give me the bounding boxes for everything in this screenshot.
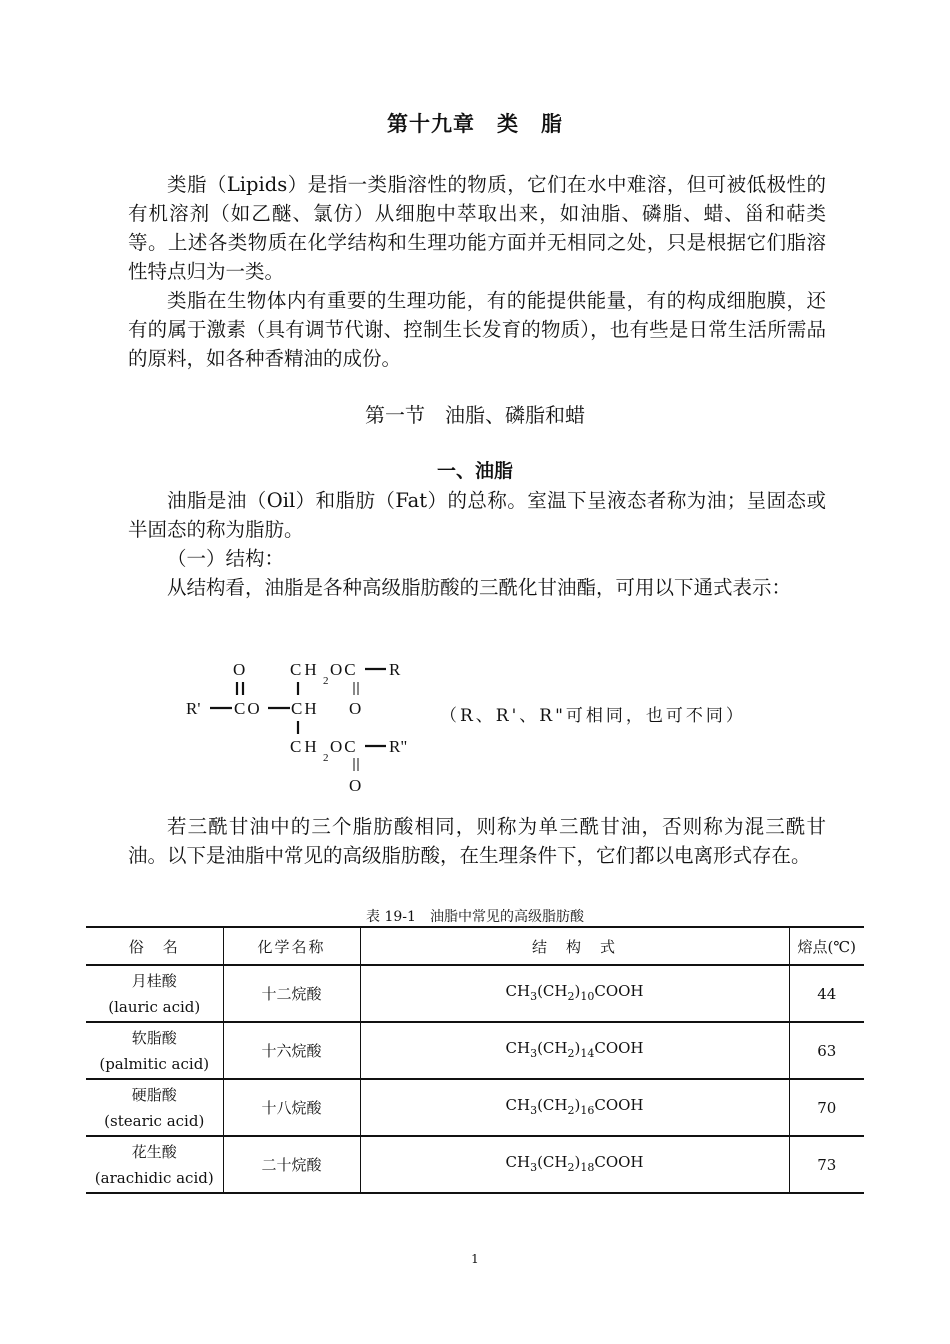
formula-part: CH bbox=[505, 1038, 531, 1057]
formula-r-top: R bbox=[389, 660, 401, 679]
formula-part: ) bbox=[574, 981, 581, 1000]
formula-subscript: 3 bbox=[530, 1160, 538, 1174]
table-row bbox=[86, 1079, 864, 1136]
formula-note: （R、R'、R"可相同，也可不同） bbox=[440, 706, 746, 726]
formula-part: (CH bbox=[537, 981, 568, 1000]
formula-part: COOH bbox=[594, 1152, 644, 1171]
formula-part: (CH bbox=[537, 1152, 568, 1171]
melting-point-cell: 44 bbox=[789, 965, 864, 1022]
common-name-cell bbox=[86, 965, 223, 1022]
formula-subscript: 2 bbox=[567, 1160, 575, 1174]
chapter-title: 第十九章 类 脂 bbox=[387, 112, 563, 136]
formula-ch2-bottom: CH bbox=[290, 737, 320, 756]
header-structure: 结 构 式 bbox=[360, 927, 789, 965]
formula-part: (CH bbox=[537, 1095, 568, 1114]
header-systematic-name: 化学名称 bbox=[223, 927, 360, 965]
systematic-name-cell: 十六烷酸 bbox=[223, 1022, 360, 1079]
common-name-cell bbox=[86, 1079, 223, 1136]
formula-part: CH bbox=[505, 1095, 531, 1114]
common-name-en: (stearic acid) bbox=[104, 1111, 205, 1130]
common-name-cn: 月桂酸 bbox=[131, 971, 177, 990]
subsection-title: 一、油脂 bbox=[436, 460, 513, 482]
table-row bbox=[86, 1136, 864, 1193]
melting-point-cell: 73 bbox=[789, 1136, 864, 1193]
structure-formula-cell bbox=[360, 1079, 789, 1136]
common-name-en: (lauric acid) bbox=[108, 997, 201, 1016]
formula-subscript: 2 bbox=[567, 989, 575, 1003]
formula-ch2-bottom-subscript: 2 bbox=[323, 752, 329, 764]
formula-ch-middle: CH bbox=[291, 699, 319, 718]
formula-subscript: 14 bbox=[580, 1046, 595, 1060]
structure-paragraph: 从结构看，油脂是各种高级脂肪酸的三酰化甘油酯，可用以下通式表示： bbox=[167, 576, 792, 599]
melting-point-cell: 63 bbox=[789, 1022, 864, 1079]
systematic-name-cell: 十二烷酸 bbox=[223, 965, 360, 1022]
formula-part: ) bbox=[574, 1152, 581, 1171]
formula-subscript: 10 bbox=[580, 989, 595, 1003]
fatty-acids-table bbox=[86, 926, 864, 1194]
formula-subscript: 3 bbox=[530, 1046, 538, 1060]
structure-formula-cell bbox=[360, 965, 789, 1022]
formula-part: ) bbox=[574, 1038, 581, 1057]
intro-paragraph-1: 类脂（Lipids）是指一类脂溶性的物质，它们在水中难溶，但可被低极性的有机溶剂（如乙醚、氯仿）从细胞中萃取出来，如油脂、磷脂、蜡、甾和萜类等。上述各类物质在化学结构和生理功能方面并无相同之处，只是根据它们脂溶性特点归为一类。 bbox=[128, 173, 826, 283]
formula-r-double-prime: R" bbox=[389, 737, 408, 756]
common-name-cn: 硬脂酸 bbox=[131, 1085, 177, 1104]
formula-subscript: 18 bbox=[580, 1160, 595, 1174]
common-name-cell bbox=[86, 1022, 223, 1079]
common-name-cn: 软脂酸 bbox=[131, 1028, 177, 1047]
formula-subscript: 2 bbox=[567, 1046, 575, 1060]
formula-part: COOH bbox=[594, 1095, 644, 1114]
table-caption: 表 19-1 油脂中常见的高级脂肪酸 bbox=[366, 909, 584, 925]
formula-part: ) bbox=[574, 1095, 581, 1114]
formula-ch2-top-subscript: 2 bbox=[323, 675, 329, 687]
table-row bbox=[86, 965, 864, 1022]
formula-part: CH bbox=[505, 981, 531, 1000]
formula-part: (CH bbox=[537, 1038, 568, 1057]
systematic-name-cell: 二十烷酸 bbox=[223, 1136, 360, 1193]
formula-co-left: CO bbox=[234, 699, 262, 718]
formula-oc-top: OC bbox=[330, 660, 358, 679]
section-title: 第一节 油脂、磷脂和蜡 bbox=[365, 403, 585, 427]
header-common-name: 俗 名 bbox=[86, 927, 223, 965]
common-name-cell bbox=[86, 1136, 223, 1193]
table-header-row bbox=[86, 927, 864, 965]
common-name-en: (palmitic acid) bbox=[99, 1054, 210, 1073]
formula-o-top-left: O bbox=[233, 660, 246, 679]
formula-oc-bottom: OC bbox=[330, 737, 358, 756]
formula-ch2-top: CH bbox=[290, 660, 320, 679]
structure-heading: （一）结构： bbox=[167, 547, 285, 570]
header-melting-point: 熔点(℃) bbox=[789, 927, 864, 965]
formula-subscript: 16 bbox=[580, 1103, 595, 1117]
formula-subscript: 3 bbox=[530, 1103, 538, 1117]
systematic-name-cell: 十八烷酸 bbox=[223, 1079, 360, 1136]
intro-paragraph-2: 类脂在生物体内有重要的生理功能，有的能提供能量，有的构成细胞膜，还有的属于激素（具有调节代谢、控制生长发育的物质），也有些是日常生活所需品的原料，如各种香精油的成份。 bbox=[128, 289, 826, 370]
formula-o-top-right: O bbox=[349, 699, 362, 718]
melting-point-cell: 70 bbox=[789, 1079, 864, 1136]
common-name-en: (arachidic acid) bbox=[94, 1168, 214, 1187]
formula-subscript: 2 bbox=[567, 1103, 575, 1117]
table-row bbox=[86, 1022, 864, 1079]
page-number: 1 bbox=[471, 1252, 479, 1266]
oil-definition-paragraph: 油脂是油（Oil）和脂肪（Fat）的总称。室温下呈液态者称为油；呈固态或半固态的称为脂肪。 bbox=[128, 489, 826, 541]
formula-part: COOH bbox=[594, 1038, 644, 1057]
formula-part: COOH bbox=[594, 981, 644, 1000]
triglyceride-structural-formula bbox=[180, 650, 430, 800]
formula-o-bottom: O bbox=[349, 776, 362, 795]
structure-formula-cell bbox=[360, 1136, 789, 1193]
formula-part: CH bbox=[505, 1152, 531, 1171]
triglyceride-types-paragraph: 若三酰甘油中的三个脂肪酸相同，则称为单三酰甘油，否则称为混三酰甘油。以下是油脂中常见的高级脂肪酸，在生理条件下，它们都以电离形式存在。 bbox=[128, 815, 826, 867]
formula-subscript: 3 bbox=[530, 989, 538, 1003]
structure-formula-cell bbox=[360, 1022, 789, 1079]
common-name-cn: 花生酸 bbox=[131, 1142, 177, 1161]
formula-r-prime: R' bbox=[186, 699, 201, 718]
